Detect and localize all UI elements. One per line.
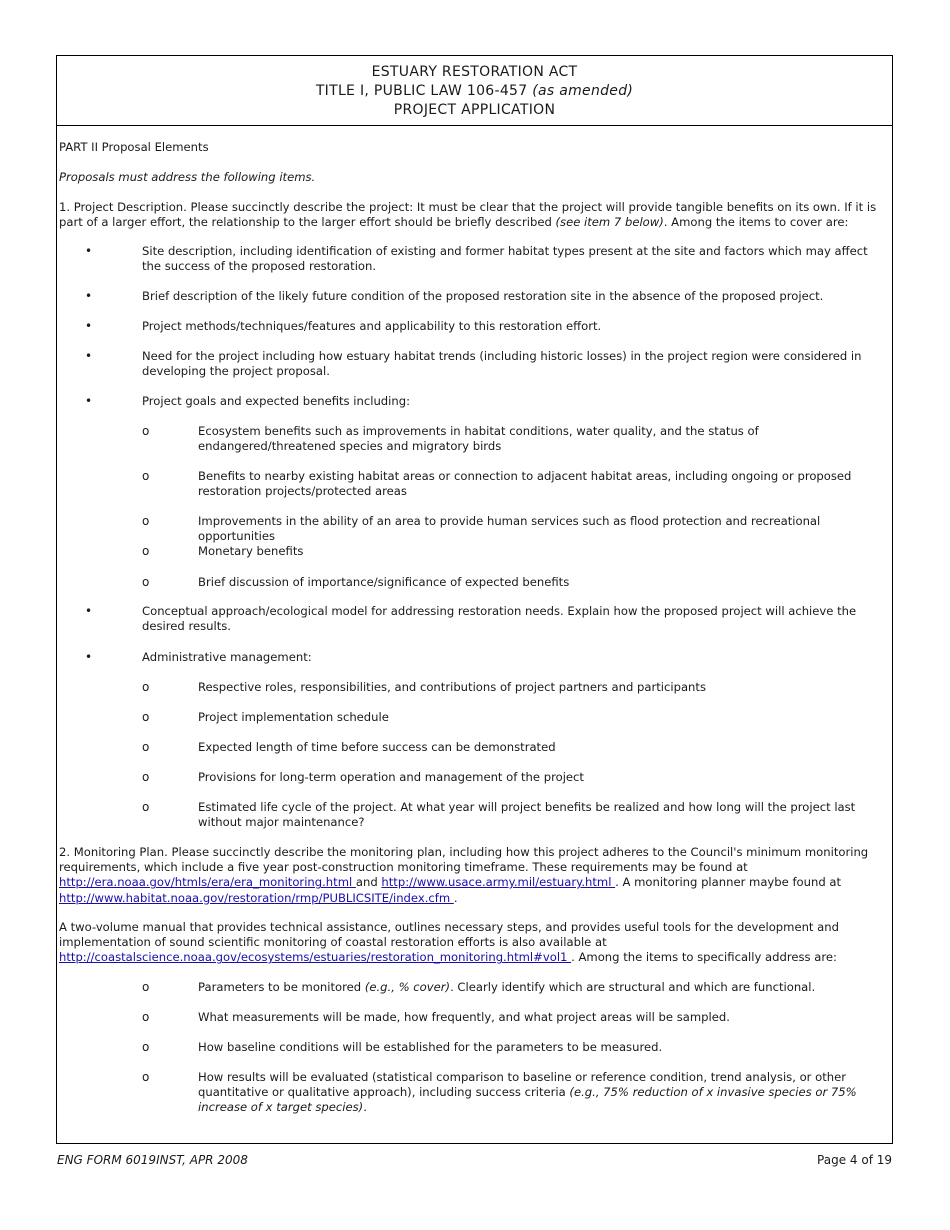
habitat-rmp-link[interactable]: http://www.habitat.noaa.gov/restoration/rmp/PUBLICSITE/index.cfm bbox=[59, 890, 454, 905]
section-1 bbox=[59, 200, 889, 230]
form-header bbox=[57, 56, 892, 126]
sub-item: What measurements will be made, how frequently, and what project areas will be sampled. bbox=[198, 1010, 730, 1024]
sub-item bbox=[198, 1070, 888, 1116]
section-1-text-end: . Among the items to cover are: bbox=[663, 215, 849, 230]
sub-item: Estimated life cycle of the project. At what year will project benefits be realized and how long will the project last without major maintenance? bbox=[198, 800, 856, 830]
header-law-text: TITLE I, PUBLIC LAW 106-457 bbox=[315, 83, 528, 99]
bullet-marker: • bbox=[85, 349, 93, 363]
era-monitoring-link[interactable]: http://era.noaa.gov/htmls/era/era_monitoring.html bbox=[59, 875, 356, 890]
sub-marker: o bbox=[142, 544, 150, 558]
sub-item-italic: (e.g., 75% reduction of x invasive species or 75% increase of x target species) bbox=[198, 1085, 857, 1115]
usace-estuary-link[interactable]: http://www.usace.army.mil/estuary.html bbox=[381, 875, 616, 890]
header-subtitle: PROJECT APPLICATION bbox=[393, 102, 556, 118]
sub-marker: o bbox=[142, 770, 150, 784]
intro-italic: Proposals must address the following items. bbox=[59, 170, 316, 184]
bullet-marker: • bbox=[85, 604, 93, 618]
sub-marker: o bbox=[142, 980, 150, 994]
bullet-marker: • bbox=[85, 650, 93, 664]
sub-item: Project implementation schedule bbox=[198, 710, 389, 724]
bullet-marker: • bbox=[85, 244, 93, 258]
sub-item: Provisions for long-term operation and management of the project bbox=[198, 770, 584, 784]
section-2-heading: Monitoring Plan. bbox=[73, 845, 168, 859]
bullet-marker: • bbox=[85, 289, 93, 303]
bullet-item: Project goals and expected benefits including: bbox=[142, 394, 410, 408]
bullet-item: Administrative management: bbox=[142, 650, 312, 664]
part-title: PART II Proposal Elements bbox=[59, 140, 209, 154]
success-criteria-text: success criteria bbox=[475, 1085, 566, 1100]
header-law-amended: (as amended) bbox=[532, 83, 634, 99]
page-number: Page 4 of 19 bbox=[817, 1153, 892, 1167]
bullet-item: Need for the project including how estuary habitat trends (including historic losses) in the project region were considered in developing the project proposal. bbox=[142, 349, 862, 379]
sub-marker: o bbox=[142, 710, 150, 724]
sub-item-text: . bbox=[363, 1100, 367, 1115]
manual-text-end: . Among the items to specifically address are: bbox=[571, 950, 837, 965]
manual-paragraph bbox=[59, 920, 889, 966]
bullet-item: Project methods/techniques/features and applicability to this restoration effort. bbox=[142, 319, 602, 333]
sub-marker: o bbox=[142, 1040, 150, 1054]
sub-item: Monetary benefits bbox=[198, 544, 304, 558]
form-number: ENG FORM 6019INST, APR 2008 bbox=[57, 1153, 248, 1167]
header-law bbox=[57, 82, 892, 101]
bullet-item: Brief description of the likely future condition of the proposed restoration site in the absence of the proposed project. bbox=[142, 289, 824, 303]
bullet-item: Site description, including identification of existing and former habitat types present at the site and factors which may affect the success of the proposed restoration. bbox=[142, 244, 868, 274]
sub-item: Expected length of time before success can be demonstrated bbox=[198, 740, 556, 754]
section-2-text-end: . bbox=[453, 890, 458, 905]
sub-marker: o bbox=[142, 469, 150, 483]
section-2-text-and: and bbox=[355, 875, 382, 890]
coastalscience-link[interactable]: http://coastalscience.noaa.gov/ecosystems/estuaries/restoration_monitoring.html#vol1 bbox=[59, 950, 572, 965]
bullet-marker: • bbox=[85, 319, 93, 333]
sub-item: Brief discussion of importance/significance of expected benefits bbox=[198, 575, 570, 589]
sub-item bbox=[198, 980, 888, 995]
form-frame bbox=[56, 55, 893, 1144]
bullet-marker: • bbox=[85, 394, 93, 408]
sub-item-text: . Clearly identify which are structural and which are functional. bbox=[450, 980, 816, 994]
sub-marker: o bbox=[142, 1010, 150, 1024]
section-1-italic: (see item 7 below) bbox=[555, 215, 664, 230]
sub-item-italic: (e.g., % cover) bbox=[364, 980, 451, 994]
intro-text bbox=[59, 170, 315, 185]
section-1-text: Please succinctly describe the project: It must be clear that the project will provide tangible benefits on its own. If it is part of a larger effort, the relationship to the larger effort should be briefly described bbox=[59, 200, 877, 230]
sub-marker: o bbox=[142, 424, 150, 438]
section-2-number: 2. bbox=[59, 845, 71, 859]
sub-item-text: Parameters to be monitored bbox=[198, 980, 365, 994]
sub-item: Respective roles, responsibilities, and contributions of project partners and participants bbox=[198, 680, 706, 694]
sub-marker: o bbox=[142, 1070, 150, 1084]
section-2-text-planner: . A monitoring planner maybe found at bbox=[615, 875, 842, 890]
section-2-text: Please succinctly describe the monitoring plan, including how this project adheres to the Council's minimum monitoring requirements, which include a five year post-construction monitoring timeframe. These requirements may be found at bbox=[59, 845, 869, 875]
sub-item: Ecosystem benefits such as improvements in habitat conditions, water quality, and the status of endangered/threatened species and migratory birds bbox=[198, 424, 759, 454]
section-1-heading: Project Description. bbox=[73, 200, 187, 214]
sub-marker: o bbox=[142, 740, 150, 754]
sub-marker: o bbox=[142, 575, 150, 589]
sub-item: How baseline conditions will be established for the parameters to be measured. bbox=[198, 1040, 663, 1054]
sub-item: Improvements in the ability of an area to provide human services such as flood protection and recreational opportunities bbox=[198, 514, 821, 544]
sub-marker: o bbox=[142, 800, 150, 814]
sub-marker: o bbox=[142, 680, 150, 694]
section-2 bbox=[59, 845, 889, 906]
section-1-number: 1. bbox=[59, 200, 71, 214]
manual-text: A two-volume manual that provides technical assistance, outlines necessary steps, and provides useful tools for the development and implementation of sound scientific monitoring of coastal restoration efforts is also available at bbox=[59, 920, 839, 950]
bullet-item: Conceptual approach/ecological model for addressing restoration needs. Explain how the proposed project will achieve the desired results. bbox=[142, 604, 857, 634]
sub-item: Benefits to nearby existing habitat areas or connection to adjacent habitat areas, including ongoing or proposed restoration projects/protected areas bbox=[198, 469, 852, 499]
sub-item-text: How results will be evaluated (statistical comparison to baseline or reference condition, trend analysis, or other quantitative or qualitative approach), including bbox=[198, 1070, 847, 1100]
header-title: ESTUARY RESTORATION ACT bbox=[371, 64, 578, 80]
sub-marker: o bbox=[142, 514, 150, 528]
